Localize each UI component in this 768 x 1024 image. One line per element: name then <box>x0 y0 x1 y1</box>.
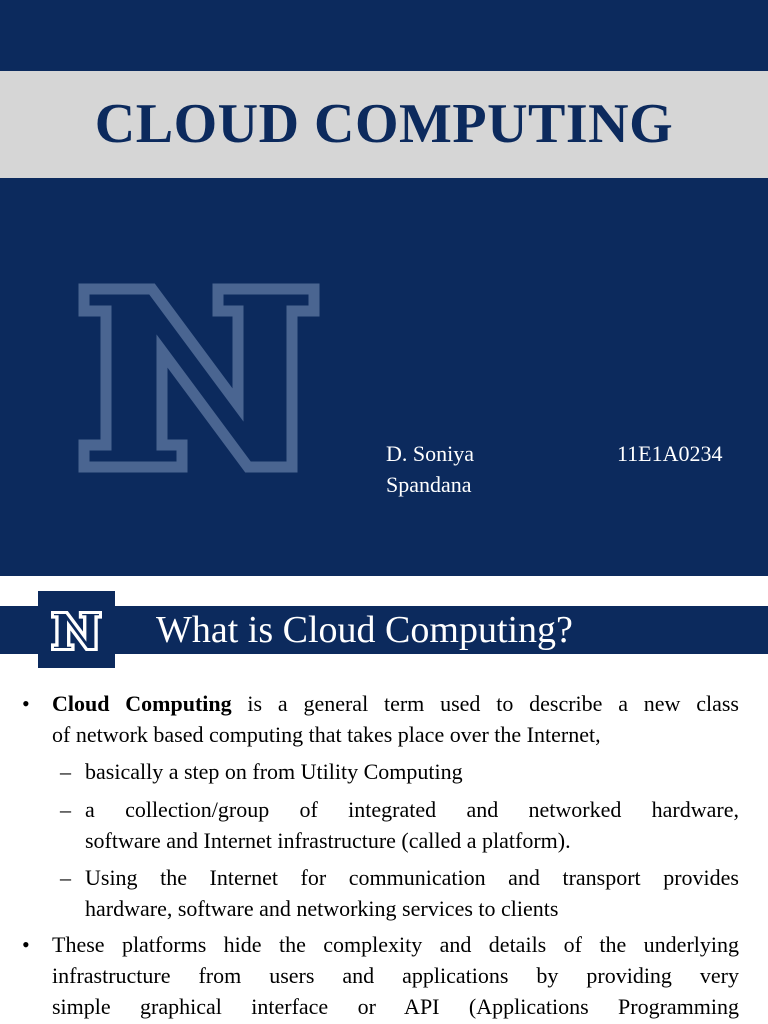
student-id: 11E1A0234 <box>617 441 723 466</box>
sub-bullet-3-line-1: Using the Internet for communication and transport provides <box>85 865 739 890</box>
sub-bullet-3-line-2: hardware, software and networking services to clients <box>85 896 559 921</box>
author-name <box>386 438 474 500</box>
dash-marker: – <box>60 865 71 890</box>
dash-marker: – <box>60 797 71 822</box>
sub-bullet-1-text: basically a step on from Utility Computing <box>85 759 463 784</box>
sub-bullet-3 <box>85 862 739 924</box>
bullet-2-line-2: infrastructure from users and applications by providing very <box>52 963 739 988</box>
sub-bullet-1 <box>85 756 739 787</box>
author-line-1: D. Soniya <box>386 441 474 466</box>
bullet-2-line-1: These platforms hide the complexity and details of the underlying <box>52 932 739 957</box>
sub-bullet-2-line-2: software and Internet infrastructure (called a platform). <box>85 828 571 853</box>
university-n-logo-icon <box>78 283 320 473</box>
bullet-2 <box>52 929 739 1022</box>
content-slide <box>0 576 768 1024</box>
bullet-2-line-3: simple graphical interface or API (Applications Programming <box>52 994 739 1019</box>
bold-term: Cloud Computing <box>52 691 232 716</box>
bullet-1-line-1: is a general term used to describe a new class <box>231 691 739 716</box>
author-line-2: Spandana <box>386 472 472 497</box>
bullet-marker: • <box>22 691 30 716</box>
bullet-1 <box>52 688 739 750</box>
slide-title: CLOUD COMPUTING <box>94 93 674 155</box>
sub-bullet-2-line-1: a collection/group of integrated and networked hardware, <box>85 797 739 822</box>
dash-marker: – <box>60 759 71 784</box>
content-slide-title: What is Cloud Computing? <box>156 609 573 651</box>
bullet-1-line-2: of network based computing that takes place over the Internet, <box>52 722 601 747</box>
sub-bullet-2 <box>85 794 739 856</box>
university-n-small-icon <box>51 611 102 651</box>
title-band <box>0 71 768 178</box>
bullet-marker: • <box>22 932 30 957</box>
small-logo-box <box>38 591 115 668</box>
